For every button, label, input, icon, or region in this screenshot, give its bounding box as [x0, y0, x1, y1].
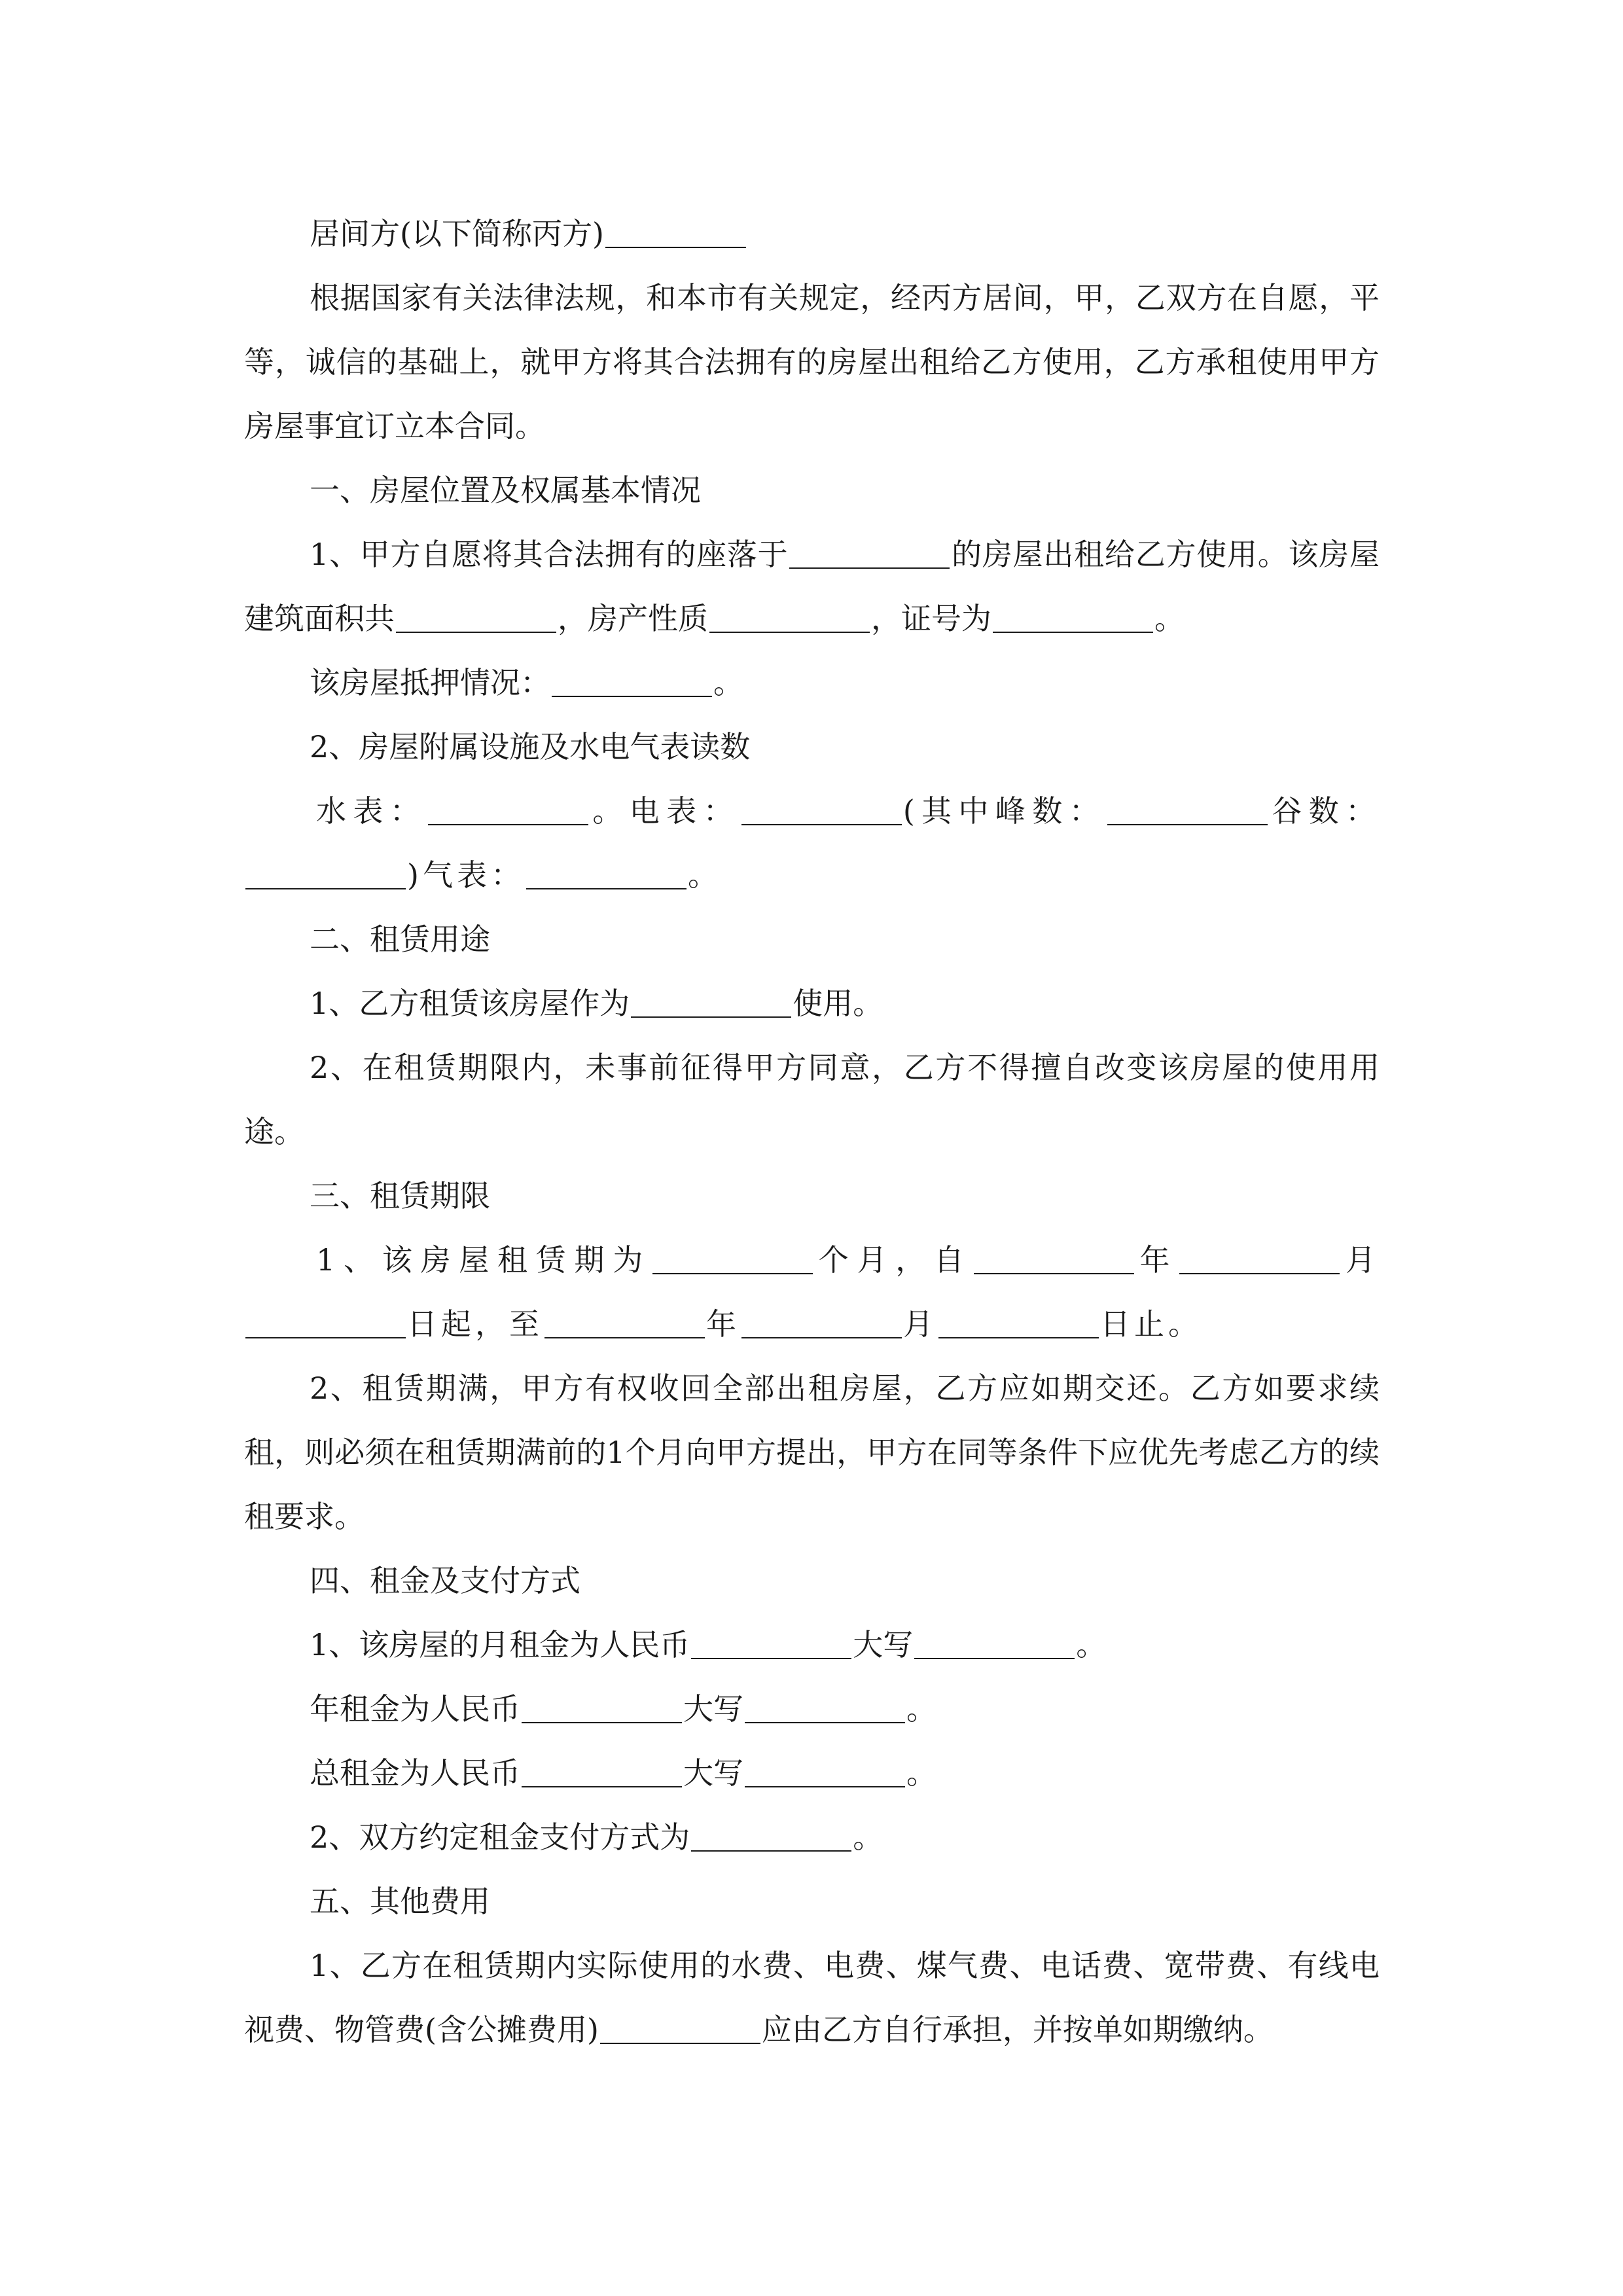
clause-text: 。 — [853, 1820, 883, 1855]
blank-field — [914, 1657, 1075, 1659]
blank-field — [631, 1016, 791, 1018]
clause-text: 1、乙方在租赁期内实际使用的水费、电费、煤气费、电话费、宽带费、有线电视费、物管费(含公摊费用) — [244, 1948, 1380, 2047]
blank-field — [938, 1336, 1099, 1338]
section-heading-4: 四、租金及支付方式 — [310, 1563, 580, 1598]
clause-3-1 — [244, 1228, 1380, 1356]
section-heading-5: 五、其他费用 — [310, 1884, 490, 1919]
blank-field — [552, 695, 712, 697]
clause-text: 1、甲方自愿将其合法拥有的座落于 — [310, 537, 789, 572]
clause-text: 年租金为人民币 — [310, 1691, 520, 1727]
clause-2-1 — [244, 971, 1380, 1035]
blank-field — [741, 823, 902, 825]
blank-field — [741, 1336, 902, 1338]
clause-3-2: 2、租赁期满，甲方有权收回全部出租房屋，乙方应如期交还。乙方如要求续租，则必须在租赁期满前的1个月向甲方提出，甲方在同等条件下应优先考虑乙方的续租要求。 — [244, 1371, 1380, 1534]
clause-4-1 — [244, 1613, 1380, 1677]
blank-field — [709, 631, 870, 633]
blank-field — [745, 1785, 905, 1787]
clause-2-2: 2、在租赁期限内，未事前征得甲方同意，乙方不得擅自改变该房屋的使用用途。 — [244, 1050, 1380, 1149]
clause-text: 年 — [1135, 1242, 1179, 1278]
clause-text: 的房屋出租给乙方使用。该房屋建筑面积共 — [244, 537, 1380, 636]
clause-text: 。 — [713, 665, 743, 700]
total-rent-line — [244, 1741, 1380, 1805]
blank-field — [522, 1721, 682, 1723]
preamble-paragraph: 根据国家有关法律法规，和本市有关规定，经丙方居间，甲，乙双方在自愿，平等，诚信的基础上，就甲方将其合法拥有的房屋出租给乙方使用，乙方承租使用甲方房屋事宜订立本合同。 — [244, 280, 1380, 444]
intermediary-label: 居间方(以下简称丙方) — [310, 216, 604, 251]
blank-field — [522, 1785, 682, 1787]
clause-5-1 — [244, 1933, 1380, 2062]
intermediary-line — [244, 202, 1380, 266]
section-heading-2: 二、租赁用途 — [310, 922, 490, 957]
clause-4-2 — [244, 1805, 1380, 1869]
section-heading-3: 三、租赁期限 — [310, 1178, 490, 1213]
clause-text: ，房产性质 — [558, 601, 708, 636]
clause-text: 。 — [1154, 601, 1185, 636]
clause-text: 大写 — [683, 1691, 743, 1727]
blank-field — [652, 1272, 813, 1274]
clause-text: 日起，至 — [407, 1306, 543, 1342]
clause-text: 。电表： — [590, 793, 740, 829]
clause-text: 使用。 — [793, 986, 883, 1021]
clause-text: 谷数： — [1268, 793, 1380, 829]
clause-text: 总租金为人民币 — [310, 1755, 520, 1791]
blank-field — [993, 631, 1153, 633]
clause-text: 大写 — [683, 1755, 743, 1791]
clause-text: 。 — [906, 1691, 936, 1727]
blank-field — [544, 1336, 705, 1338]
blank-field — [691, 1850, 851, 1852]
blank-field — [600, 2042, 760, 2044]
blank-field — [526, 888, 687, 889]
contract-body — [244, 202, 1380, 2062]
blank-field — [789, 567, 950, 569]
clause-text: 1、该房屋租赁期为 — [316, 1242, 651, 1278]
clause-text: 年 — [706, 1306, 740, 1342]
clause-text: 。 — [687, 857, 722, 893]
clause-text: 。 — [1076, 1627, 1107, 1662]
blank-field — [745, 1721, 905, 1723]
clause-text: 1、该房屋的月租金为人民币 — [310, 1627, 690, 1662]
meter-readings — [244, 779, 1380, 907]
clause-text: )气表： — [407, 857, 525, 893]
blank-field — [1179, 1272, 1340, 1274]
clause-text: 2、双方约定租金支付方式为 — [310, 1820, 690, 1855]
clause-1-2: 2、房屋附属设施及水电气表读数 — [310, 729, 751, 764]
clause-text: 应由乙方自行承担，并按单如期缴纳。 — [761, 2012, 1274, 2047]
clause-text: 日止。 — [1100, 1306, 1202, 1342]
blank-field — [428, 823, 588, 825]
clause-text: 月 — [1341, 1242, 1380, 1278]
blank-field — [605, 246, 746, 248]
clause-text: 大写 — [853, 1627, 914, 1662]
clause-text: ，证号为 — [871, 601, 991, 636]
blank-field — [396, 631, 556, 633]
blank-field — [245, 888, 406, 889]
clause-text: 1、乙方租赁该房屋作为 — [310, 986, 630, 1021]
section-heading-1: 一、房屋位置及权属基本情况 — [310, 473, 701, 508]
clause-text: (其中峰数： — [902, 793, 1106, 829]
clause-text: 该房屋抵押情况： — [310, 665, 550, 700]
annual-rent-line — [244, 1677, 1380, 1741]
mortgage-line — [244, 651, 1380, 715]
clause-1-1 — [244, 522, 1380, 651]
clause-text: 月 — [903, 1306, 937, 1342]
blank-field — [245, 1336, 406, 1338]
clause-text: 水表： — [316, 793, 427, 829]
blank-field — [974, 1272, 1134, 1274]
clause-text: 个月，自 — [814, 1242, 972, 1278]
blank-field — [691, 1657, 851, 1659]
clause-text: 。 — [906, 1755, 936, 1791]
blank-field — [1107, 823, 1268, 825]
